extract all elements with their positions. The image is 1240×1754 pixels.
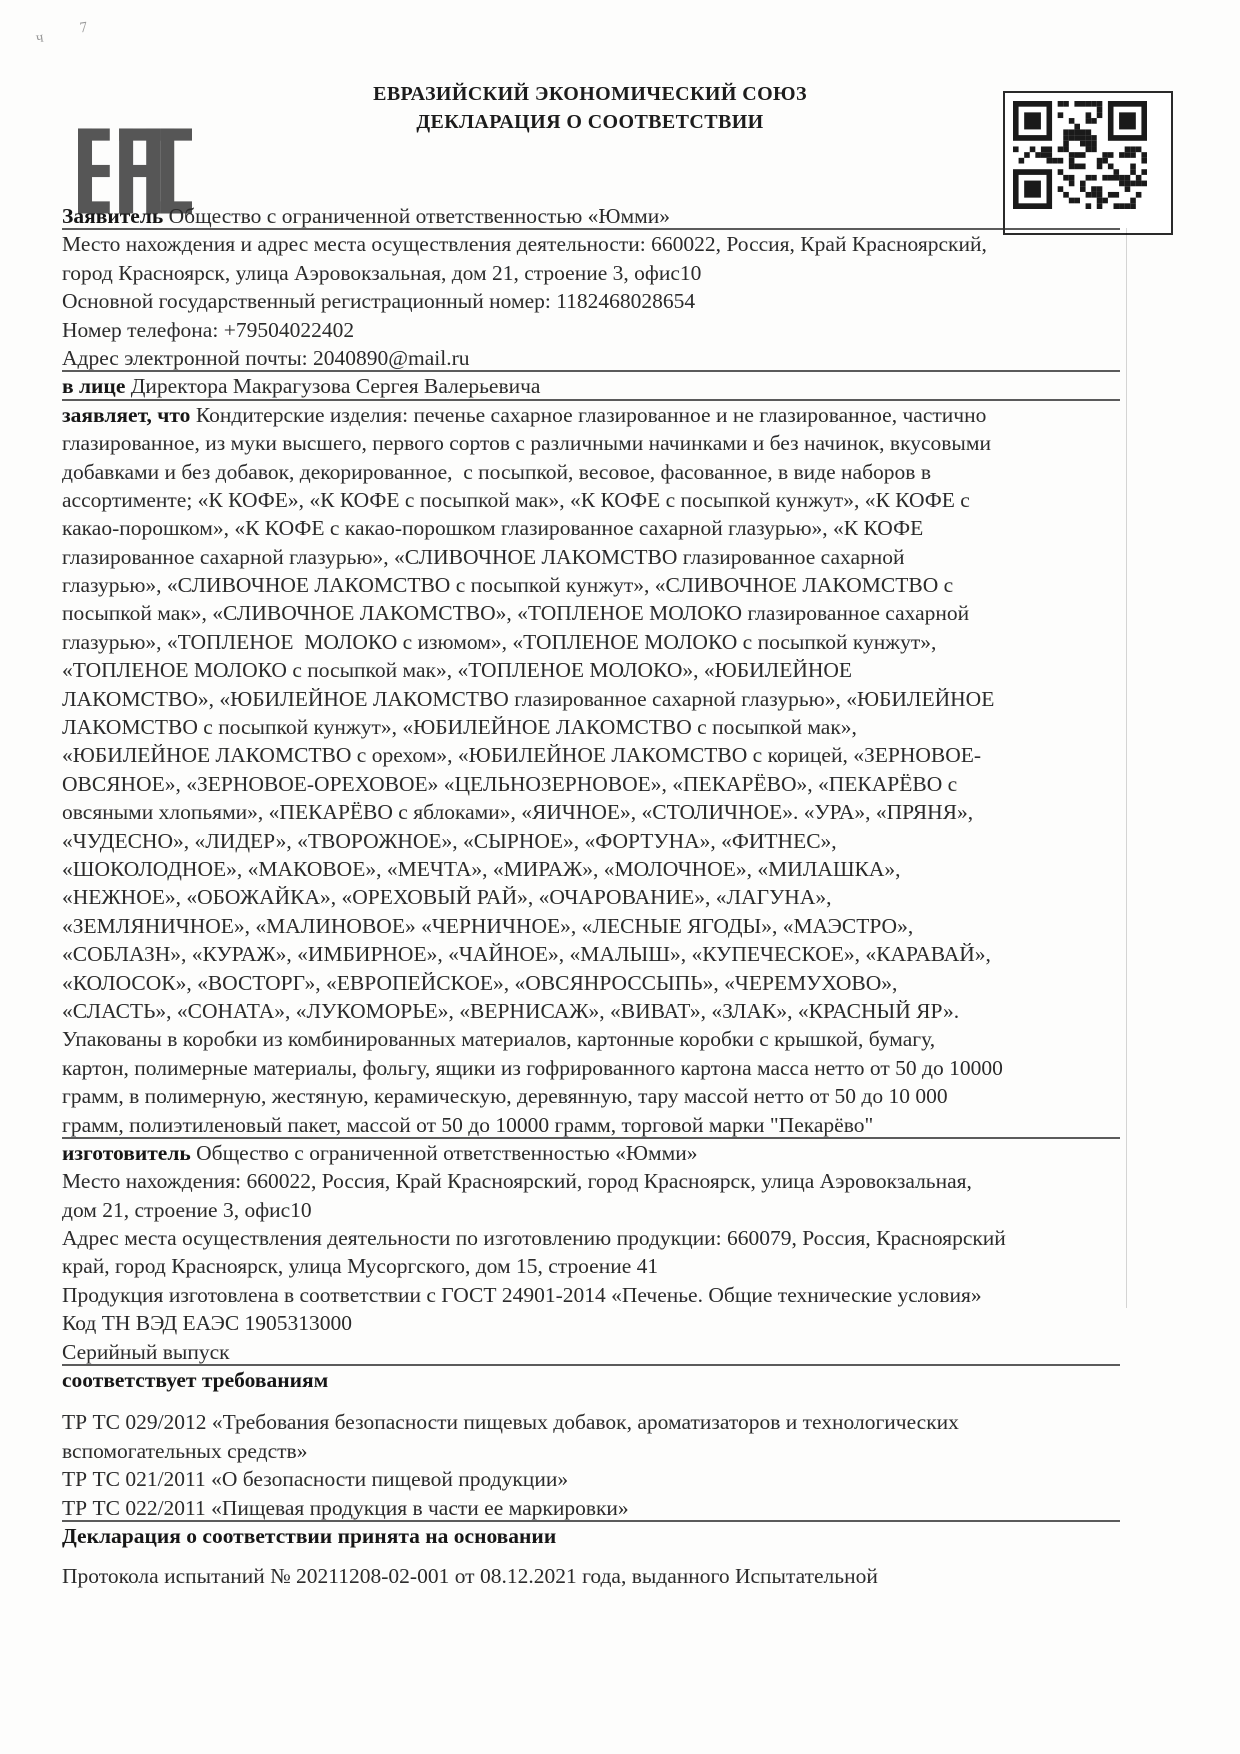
doc-line: глазурью», «СЛИВОЧНОЕ ЛАКОМСТВО с посыпкой кунжут», «СЛИВОЧНОЕ ЛАКОМСТВО с: [62, 573, 954, 598]
doc-line: ЛАКОМСТВО с посыпкой кунжут», «ЮБИЛЕЙНОЕ ЛАКОМСТВО с посыпкой мак»,: [62, 715, 857, 740]
doc-line: грамм, в полимерную, жестяную, керамическую, деревянную, тару массой нетто от 50 до 10 000: [62, 1084, 948, 1109]
doc-line: соответствует требованиям: [62, 1368, 329, 1393]
doc-line: ЛАКОМСТВО», «ЮБИЛЕЙНОЕ ЛАКОМСТВО глазированное сахарной глазурью», «ЮБИЛЕЙНОЕ: [62, 686, 995, 711]
doc-line: посыпкой мак», «СЛИВОЧНОЕ ЛАКОМСТВО», «ТОПЛЕНОЕ МОЛОКО глазированное сахарной: [62, 601, 970, 626]
doc-line: Декларация о соответствии принята на основании: [62, 1523, 557, 1548]
doc-line: вспомогательных средств»: [62, 1438, 308, 1463]
doc-line: Основной государственный регистрационный номер: 1182468028654: [62, 289, 696, 314]
doc-line: ТР ТС 022/2011 «Пищевая продукция в части ее маркировки»: [62, 1494, 1120, 1522]
doc-line: «КОЛОСОК», «ВОСТОРГ», «ЕВРОПЕЙСКОЕ», «ОВСЯНРОССЫПЬ», «ЧЕРЕМУХОВО»,: [62, 970, 898, 995]
scan-mark: ч: [34, 29, 45, 47]
doc-line: изготовитель Общество с ограниченной ответственностью «Юмми»: [62, 1140, 698, 1165]
doc-line: «СЛАСТЬ», «СОНАТА», «ЛУКОМОРЬЕ», «ВЕРНИСАЖ», «ВИВАТ», «ЗЛАК», «КРАСНЫЙ ЯР».: [62, 998, 960, 1023]
doc-line: глазированное, из муки высшего, первого сортов с различными начинками и без начинок, вкусовыми: [62, 431, 991, 456]
doc-line: грамм, полиэтиленовый пакет, массой от 50 до 10000 грамм, торговой марки "Пекарёво": [62, 1111, 1120, 1139]
doc-line: картон, полимерные материалы, фольгу, ящики из гофрированного картона масса нетто от 50 до 10000: [62, 1055, 1003, 1080]
doc-line: заявляет, что Кондитерские изделия: печенье сахарное глазированное и не глазированное, частично: [62, 402, 987, 427]
doc-line: овсяными хлопьями», «ПЕКАРЁВО с яблоками», «ЯИЧНОЕ», «СТОЛИЧНОЕ». «УРА», «ПРЯНЯ»,: [62, 800, 974, 825]
doc-line: Адрес электронной почты: 2040890@mail.ru: [62, 344, 1120, 372]
doc-line: Протокола испытаний № 20211208-02-001 от 08.12.2021 года, выданного Испытательной: [62, 1564, 878, 1589]
doc-line: глазированное сахарной глазурью», «СЛИВОЧНОЕ ЛАКОМСТВО глазированное сахарной: [62, 544, 905, 569]
qr-code-pattern: [1013, 101, 1147, 209]
scan-mark: 7: [78, 19, 89, 37]
doc-line: добавками и без добавок, декорированное, с посыпкой, весовое, фасованное, в виде наборов в: [62, 459, 931, 484]
doc-line: глазурью», «ТОПЛЕНОЕ МОЛОКО с изюмом», «ТОПЛЕНОЕ МОЛОКО с посыпкой кунжут»,: [62, 629, 937, 654]
union-name: ЕВРАЗИЙСКИЙ ЭКОНОМИЧЕСКИЙ СОЮЗ: [373, 83, 807, 105]
doc-line: Место нахождения и адрес места осуществления деятельности: 660022, Россия, Край Красноярский,: [62, 232, 987, 257]
doc-line: «НЕЖНОЕ», «ОБОЖАЙКА», «ОРЕХОВЫЙ РАЙ», «ОЧАРОВАНИЕ», «ЛАГУНА»,: [62, 885, 832, 910]
doc-line: город Красноярск, улица Аэровокзальная, дом 21, строение 3, офис10: [62, 260, 702, 285]
doc-line: дом 21, строение 3, офис10: [62, 1197, 312, 1222]
doc-line: ТР ТС 021/2011 «О безопасности пищевой продукции»: [62, 1467, 569, 1492]
doc-line: Номер телефона: +79504022402: [62, 317, 355, 342]
doc-line: Адрес места осуществления деятельности по изготовлению продукции: 660079, Россия, Красноярский: [62, 1226, 1006, 1251]
doc-line: какао-порошком», «К КОФЕ с какао-порошком глазированное сахарной глазурью», «К КОФЕ: [62, 516, 924, 541]
doc-line: Серийный выпуск: [62, 1338, 1120, 1366]
document-body: [62, 202, 1120, 1591]
doc-line: Продукция изготовлена в соответствии с ГОСТ 24901-2014 «Печенье. Общие технические условия»: [62, 1282, 982, 1307]
doc-line: «ТОПЛЕНОЕ МОЛОКО с посыпкой мак», «ТОПЛЕНОЕ МОЛОКО», «ЮБИЛЕЙНОЕ: [62, 658, 853, 683]
doc-line: в лице Директора Макрагузова Сергея Валерьевича: [62, 372, 1120, 400]
doc-line: «СОБЛАЗН», «КУРАЖ», «ИМБИРНОЕ», «ЧАЙНОЕ», «МАЛЫШ», «КУПЕЧЕСКОЕ», «КАРАВАЙ»,: [62, 942, 991, 967]
header-title-block: [280, 80, 900, 136]
doc-line: «ЗЕМЛЯНИЧНОЕ», «МАЛИНОВОЕ» «ЧЕРНИЧНОЕ», «ЛЕСНЫЕ ЯГОДЫ», «МАЭСТРО»,: [62, 913, 914, 938]
doc-line: ТР ТС 029/2012 «Требования безопасности пищевых добавок, ароматизаторов и технологических: [62, 1410, 959, 1435]
doc-line: Место нахождения: 660022, Россия, Край Красноярский, город Красноярск, улица Аэровокзальная,: [62, 1169, 972, 1194]
scan-edge-line: [1126, 228, 1127, 1308]
doc-line: ОВСЯНОЕ», «ЗЕРНОВОЕ-ОРЕХОВОЕ» «ЦЕЛЬНОЗЕРНОВОЕ», «ПЕКАРЁВО», «ПЕКАРЁВО с: [62, 771, 958, 796]
doc-line: Заявитель Общество с ограниченной ответственностью «Юмми»: [62, 202, 1120, 230]
doc-line: край, город Красноярск, улица Мусоргского, дом 15, строение 41: [62, 1254, 659, 1279]
doc-line: «ШОКОЛОДНОЕ», «МАКОВОЕ», «МЕЧТА», «МИРАЖ», «МОЛОЧНОЕ», «МИЛАШКА»,: [62, 856, 901, 881]
doc-type-title: ДЕКЛАРАЦИЯ О СООТВЕТСТВИИ: [416, 111, 764, 133]
doc-line: «ЮБИЛЕЙНОЕ ЛАКОМСТВО с орехом», «ЮБИЛЕЙНОЕ ЛАКОМСТВО с корицей, «ЗЕРНОВОЕ-: [62, 743, 982, 768]
doc-line: Код ТН ВЭД ЕАЭС 1905313000: [62, 1311, 353, 1336]
doc-line: Упакованы в коробки из комбинированных материалов, картонные коробки с крышкой, бумагу,: [62, 1027, 936, 1052]
doc-line: ассортименте; «К КОФЕ», «К КОФЕ с посыпкой мак», «К КОФЕ с посыпкой кунжут», «К КОФЕ с: [62, 487, 970, 512]
doc-line: «ЧУДЕСНО», «ЛИДЕР», «ТВОРОЖНОЕ», «СЫРНОЕ», «ФОРТУНА», «ФИТНЕС»,: [62, 828, 837, 853]
